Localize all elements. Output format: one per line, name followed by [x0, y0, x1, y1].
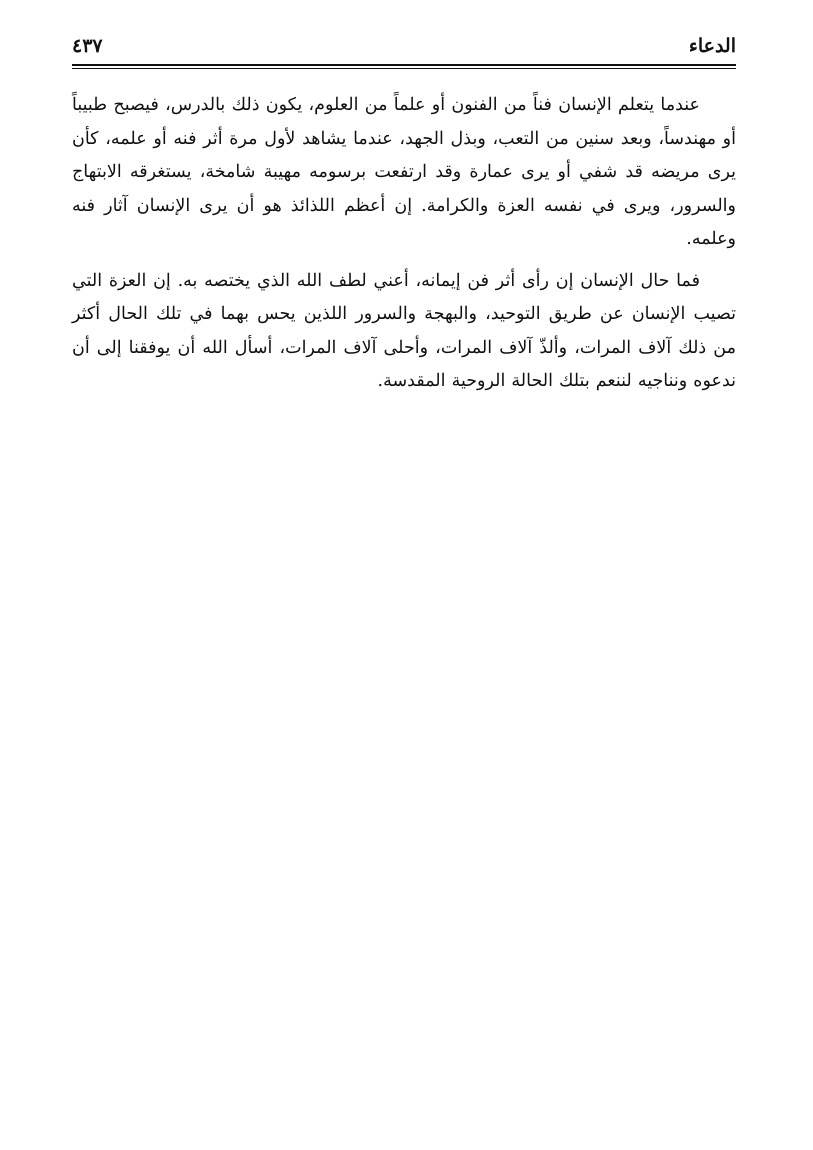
running-header	[72, 30, 736, 64]
paragraph-1: عندما يتعلم الإنسان فناً من الفنون أو علماً من العلوم، يكون ذلك بالدرس، فيصبح طبيباً أو مهندساً، وبعد سنين من التعب، وبذل الجهد، عندما يشاهد لأول مرة أثر فنه أو علمه، كأن يرى مريضه قد شفي أو يرى عمارة وقد ارتفعت برسومه مهيبة شامخة، يستغرقه الابتهاج والسرور، ويرى في نفسه العزة والكرامة. إن أعظم اللذائذ هو أن يرى الإنسان آثار فنه وعلمه.	[72, 95, 736, 249]
book-page	[72, 30, 736, 399]
header-rule-thin	[72, 68, 736, 69]
header-rule-thick	[72, 64, 736, 66]
body-text	[72, 89, 736, 399]
paragraph-2: فما حال الإنسان إن رأى أثر فن إيمانه، أعني لطف الله الذي يختصه به. إن العزة التي تصيب الإنسان عن طريق التوحيد، والبهجة والسرور اللذين يحس بهما في تلك الحال أكثر من ذلك آلاف المرات، وألذّ آلاف المرات، وأحلى آلاف المرات، أسأل الله أن يوفقنا إلى أن ندعوه ونناجيه لننعم بتلك الحالة الروحية المقدسة.	[72, 270, 736, 391]
chapter-title: الدعاء	[688, 35, 736, 57]
page-number: ٤٣٧	[72, 35, 103, 57]
